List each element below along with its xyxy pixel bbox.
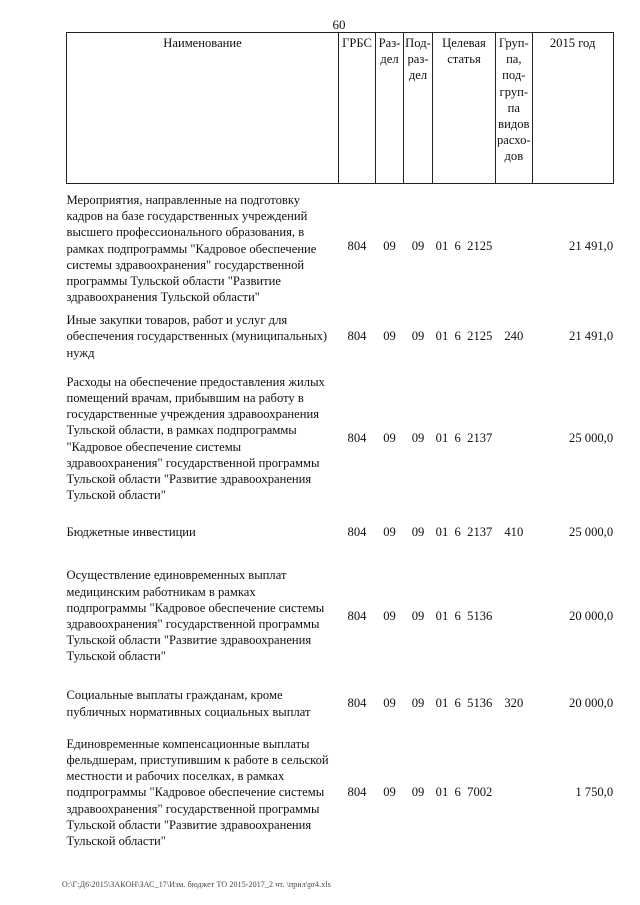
- row-grbs: 804: [347, 329, 367, 344]
- row-target: 01 6 2125: [435, 329, 493, 344]
- table-row: [67, 679, 614, 729]
- row-podrazdel: 09: [411, 608, 425, 623]
- row-grbs: 804: [347, 238, 367, 253]
- table-row: [67, 366, 614, 512]
- row-group: 240: [504, 329, 524, 344]
- row-podrazdel: 09: [411, 525, 425, 540]
- table-header-row: [67, 33, 614, 184]
- row-target: 01 6 2125: [435, 238, 493, 253]
- row-name: Единовременные компенсационные выплаты фельдшерам, приступившим к работе в сельской местности и рабочих поселках, в рамках подпрограммы "Кадровое обеспечение системы здравоохранения" государственной программы Тульской области "Развитие здравоохранения Тульской области": [66, 736, 329, 848]
- row-amount: 25 000,0: [569, 431, 614, 446]
- file-path-footer: O:\Г:Д6\2015\ЗАКОН\ЗАС_17\Изм. бюджет ТО 2015-2017_2 чт. \прил\pr4.xls: [62, 880, 331, 889]
- header-razdel: Раз- дел: [376, 33, 404, 184]
- row-group: [496, 729, 533, 857]
- row-target: 01 6 2137: [435, 525, 493, 540]
- row-name: Социальные выплаты гражданам, кроме публичных нормативных социальных выплат: [66, 688, 311, 719]
- table-row: [67, 184, 614, 308]
- header-grbs: ГРБС: [339, 33, 376, 184]
- row-name: Бюджетные инвестиции: [66, 525, 196, 540]
- row-podrazdel: 09: [411, 785, 425, 800]
- row-group: [496, 366, 533, 512]
- row-target: 01 6 5136: [435, 696, 493, 711]
- table-row: [67, 308, 614, 366]
- row-grbs: 804: [347, 525, 367, 540]
- header-group: Груп- па, под- груп- па видов расхо- дов: [496, 33, 533, 184]
- row-group: 410: [504, 525, 524, 540]
- page-number: 60: [332, 17, 346, 32]
- row-amount: 21 491,0: [569, 238, 614, 253]
- row-amount: 1 750,0: [575, 785, 614, 800]
- table-row: [67, 512, 614, 554]
- row-name: Расходы на обеспечение предоставления жилых помещений врачам, прибывшим на работу в государственные учреждения здравоохранения Тульской области, в рамках подпрограммы "Кадровое обеспечение системы здравоохранения" государственной программы Тульской области "Развитие здравоохранения Тульской области": [66, 374, 325, 503]
- header-name: Наименование: [67, 33, 339, 184]
- row-razdel: 09: [383, 431, 396, 446]
- row-group: [496, 184, 533, 308]
- header-target: Целевая статья: [433, 33, 496, 184]
- row-target: 01 6 2137: [435, 431, 493, 446]
- row-podrazdel: 09: [411, 431, 425, 446]
- row-razdel: 09: [383, 329, 396, 344]
- row-grbs: 804: [347, 431, 367, 446]
- row-razdel: 09: [383, 785, 396, 800]
- row-name: Осуществление единовременных выплат медицинским работникам в рамках подпрограммы "Кадровое обеспечение системы здравоохранения" государственной программы Тульской области "Развитие здравоохранения Тульской области": [66, 568, 325, 664]
- row-target: 01 6 5136: [435, 608, 493, 623]
- row-grbs: 804: [347, 785, 367, 800]
- row-razdel: 09: [383, 696, 396, 711]
- row-amount: 21 491,0: [569, 329, 614, 344]
- row-amount: 25 000,0: [569, 525, 614, 540]
- row-razdel: 09: [383, 608, 396, 623]
- header-podrazdel: Под- раз- дел: [404, 33, 433, 184]
- row-razdel: 09: [383, 238, 396, 253]
- table-row: [67, 729, 614, 857]
- row-grbs: 804: [347, 608, 367, 623]
- row-group: 320: [504, 696, 524, 711]
- row-grbs: 804: [347, 696, 367, 711]
- row-amount: 20 000,0: [569, 608, 614, 623]
- row-group: [496, 554, 533, 679]
- table-row: [67, 554, 614, 679]
- row-podrazdel: 09: [411, 238, 425, 253]
- row-razdel: 09: [383, 525, 396, 540]
- budget-table: [66, 32, 614, 857]
- header-year: 2015 год: [532, 33, 613, 184]
- row-podrazdel: 09: [411, 696, 425, 711]
- row-name: Иные закупки товаров, работ и услуг для обеспечения государственных (муниципальных) нужд: [66, 313, 328, 360]
- row-amount: 20 000,0: [569, 696, 614, 711]
- row-target: 01 6 7002: [435, 785, 493, 800]
- row-name: Мероприятия, направленные на подготовку кадров на базе государственных учреждений высшего профессионального образования, в рамках подпрограммы "Кадровое обеспечение системы здравоохранения" государственной программы Тульской области "Развитие здравоохранения Тульской области": [66, 193, 317, 305]
- row-podrazdel: 09: [411, 329, 425, 344]
